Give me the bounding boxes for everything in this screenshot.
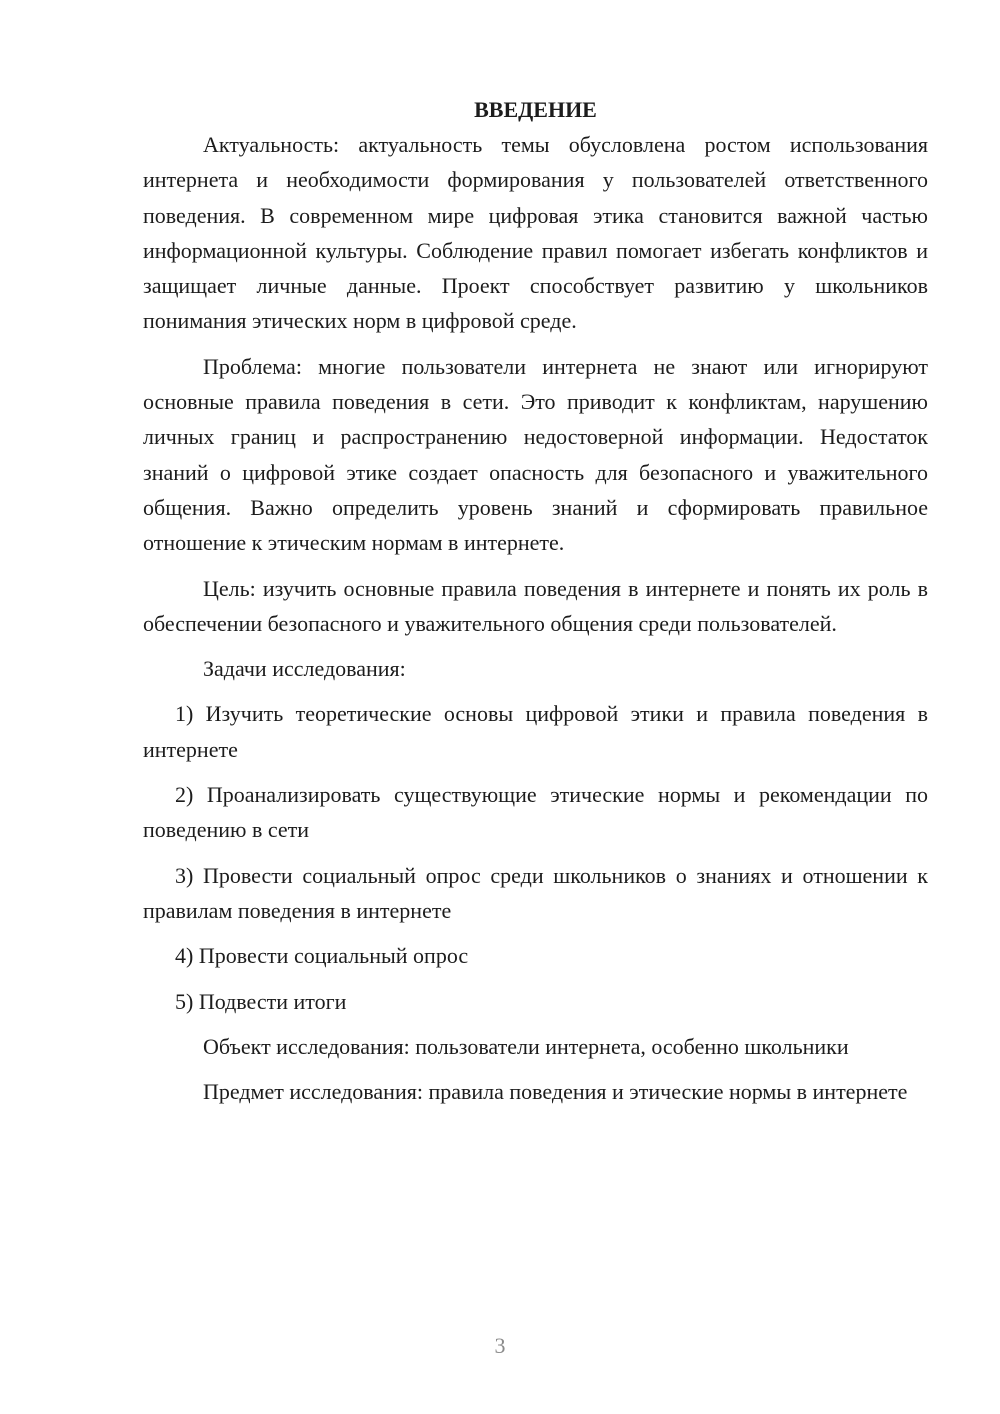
tasks-heading: Задачи исследования: — [203, 656, 406, 682]
task-item: 1) Изучить теоретические основы цифровой этики и правила поведения в интернете — [143, 701, 928, 762]
task-item: 4) Провести социальный опрос — [175, 943, 469, 969]
document-page — [143, 92, 928, 1109]
task-item: 2) Проанализировать существующие этические нормы и рекомендации по поведению в сети — [143, 782, 928, 843]
problem-paragraph: Проблема: многие пользователи интернета не знают или игнорируют основные правила поведения в сети. Это приводит к конфликтам, нарушению личных границ и распространению недостоверной информации. Недостаток знаний о цифровой этике создает опасность для безопасного и уважительного общения. Важно определить уровень знаний и сформировать правильное отношение к этическим нормам в интернете. — [143, 353, 928, 556]
object-paragraph: Объект исследования: пользователи интернета, особенно школьники — [203, 1033, 849, 1059]
relevance-paragraph: Актуальность: актуальность темы обусловлена ростом использования интернета и необходимости формирования у пользователей ответственного поведения. В современном мире цифровая этика становится важной частью информационной культуры. Соблюдение правил помогает избегать конфликтов и защищает личные данные. Проект способствует развитию у школьников понимания этических норм в цифровой среде. — [143, 132, 928, 334]
page-number: 3 — [494, 1333, 506, 1358]
section-title: ВВЕДЕНИЕ — [474, 97, 597, 122]
task-item: 5) Подвести итоги — [175, 988, 347, 1014]
goal-paragraph: Цель: изучить основные правила поведения в интернете и понять их роль в обеспечении безопасного и уважительного общения среди пользователей. — [143, 575, 928, 636]
task-item: 3) Провести социальный опрос среди школьников о знаниях и отношении к правилам поведения в интернете — [143, 862, 928, 923]
subject-paragraph: Предмет исследования: правила поведения и этические нормы в интернете — [203, 1079, 908, 1105]
